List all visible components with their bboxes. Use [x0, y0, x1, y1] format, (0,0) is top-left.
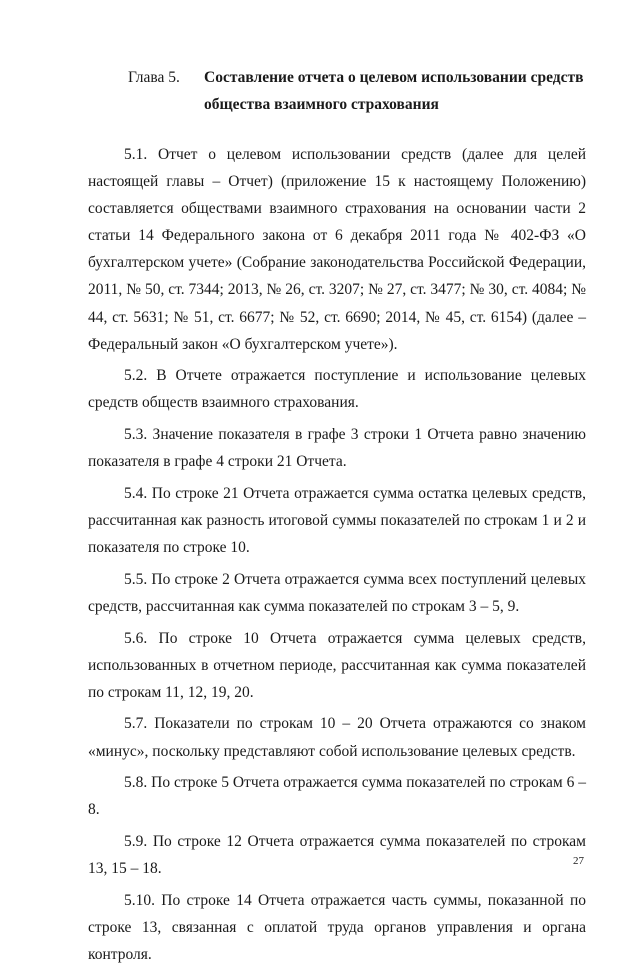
- paragraph-5-2: 5.2. В Отчете отражается поступление и использование целевых средств обществ взаимного страхования.: [88, 367, 586, 412]
- document-body: [88, 141, 586, 973]
- paragraph-5-5: 5.5. По строке 2 Отчета отражается сумма всех поступлений целевых средств, рассчитанная как сумма показателей по строкам 3 – 5, 9.: [88, 570, 586, 615]
- chapter-number: Глава 5.: [128, 69, 180, 86]
- paragraph-5-10: 5.10. По строке 14 Отчета отражается часть суммы, показанной по строке 13, связанная с оплатой труда органов управления и органа контроля.: [88, 891, 586, 963]
- paragraph-5-8: 5.8. По строке 5 Отчета отражается сумма показателей по строкам 6 – 8.: [88, 774, 586, 819]
- page-number: 27: [573, 855, 584, 867]
- paragraph-5-6: 5.6. По строке 10 Отчета отражается сумма целевых средств, использованных в отчетном периоде, рассчитанная как сумма показателей по строкам 11, 12, 19, 20.: [88, 629, 586, 701]
- chapter-title: Составление отчета о целевом использовании средств общества взаимного страхования: [204, 69, 584, 113]
- paragraph-5-1: 5.1. Отчет о целевом использовании средств (далее для целей настоящей главы – Отчет) (приложение 15 к настоящему Положению) составляется обществами взаимного страхования на основании части 2 статьи 14 Федерального закона от 6 декабря 2011 года № 402-ФЗ «О бухгалтерском учете» (Собрание законодательства Российской Федерации, 2011, № 50, ст. 7344; 2013, № 26, ст. 3207; № 27, ст. 3477; № 30, ст. 4084; № 44, ст. 5631; № 51, ст. 6677; № 52, ст. 6690; 2014, № 45, ст. 6154) (далее – Федеральный закон «О бухгалтерском учете»).: [88, 146, 586, 353]
- paragraph-5-7: 5.7. Показатели по строкам 10 – 20 Отчета отражаются со знаком «минус», поскольку представляют собой использование целевых средств.: [88, 715, 586, 760]
- paragraph-5-3: 5.3. Значение показателя в графе 3 строки 1 Отчета равно значению показателя в графе 4 строки 21 Отчета.: [88, 426, 586, 471]
- paragraph-5-9: 5.9. По строке 12 Отчета отражается сумма показателей по строкам 13, 15 – 18.: [88, 833, 586, 878]
- paragraph-5-4: 5.4. По строке 21 Отчета отражается сумма остатка целевых средств, рассчитанная как разность итоговой суммы показателей по строкам 1 и 2 и показателя по строке 10.: [88, 484, 586, 557]
